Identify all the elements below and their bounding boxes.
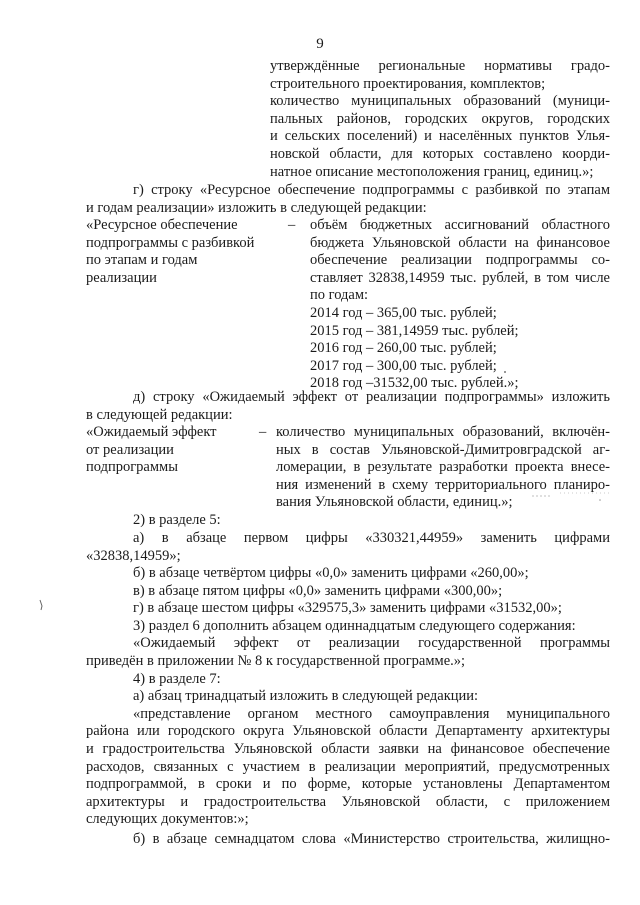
text-line: натное описание местоположения границ, единиц.»; [270, 163, 594, 180]
text-line: района или городского округа Ульяновской области Департаменту архитектуры [86, 723, 610, 740]
section5-item-a [133, 530, 610, 548]
value-line: ломерации, в результате разработки проекта внесе- [276, 459, 610, 476]
value-line: 2016 год – 260,00 тыс. рублей; [310, 340, 497, 357]
text-line: расходов, связанных с участием в реализации мероприятий, предусмотренных [86, 758, 610, 775]
value-line: бюджета Ульяновской области на финансовое [310, 234, 610, 251]
word: цифрами [554, 530, 610, 546]
word: абзаце [186, 530, 227, 546]
effect-dash: – [259, 424, 267, 440]
section6-heading: 3) раздел 6 дополнить абзацем одиннадцатым следующего содержания: [133, 617, 576, 634]
resource-dash: – [288, 217, 296, 233]
text-line: архитектуры и градостроительства Ульяновской области, с приложением [86, 793, 610, 810]
label-line: по этапам и годам [86, 252, 198, 269]
word: цифры [305, 530, 348, 546]
word: первом [243, 530, 289, 546]
item-g-line-2: и годам реализации» изложить в следующей редакции: [86, 199, 427, 216]
value-line: ставляет 32838,14959 тыс. рублей, в том числе [310, 269, 610, 286]
text-line: и сельских поселений) и населённых пунктов Улья- [270, 128, 610, 145]
resource-value [310, 217, 610, 393]
section7-quote-body [86, 723, 610, 829]
label-line: «Ресурсное обеспечение [86, 217, 238, 233]
word: заменить [480, 530, 537, 546]
value-line: обеспечение реализации подпрограммы со- [310, 252, 610, 269]
word: а) [133, 530, 145, 546]
label-line: подпрограммы с разбивкой [86, 234, 255, 251]
item-d-line-2: в следующей редакции: [86, 406, 233, 423]
section7-quote-1: «представление органом местного самоуправления муниципального [133, 705, 610, 722]
value-line: ных в состав Ульяновской-Димитровградской аг- [276, 441, 610, 458]
text-line: и градостроительства Ульяновской области заявки на финансовое обеспечение [86, 740, 610, 757]
text-line: следующих документов:»; [86, 811, 249, 828]
item-g-line-1: г) строку «Ресурсное обеспечение подпрограммы с разбивкой по этапам [133, 182, 610, 198]
value-line: по годам: [310, 287, 369, 304]
page-number: 9 [316, 36, 324, 52]
word: «330321,44959» [365, 530, 464, 546]
resource-label [86, 217, 276, 287]
value-line: ния изменений в схему территориального планиро- [276, 476, 610, 493]
text-line: утверждённые региональные нормативы градо- [270, 58, 610, 74]
text-line: строительного проектирования, комплектов; [270, 75, 546, 92]
section5-item-b: б) в абзаце четвёртом цифры «0,0» заменить цифрами «260,00»; [133, 565, 529, 581]
section7-item-a: а) абзац тринадцатый изложить в следующей редакции: [133, 688, 479, 705]
top-block [270, 58, 610, 181]
label-line: подпрограммы [86, 459, 178, 476]
value-line: 2014 год – 365,00 тыс. рублей; [310, 304, 497, 321]
text-line: подпрограммой, в сроки и по форме, которые установлены Департаментом [86, 776, 610, 793]
value-line: количество муниципальных образований, включён- [276, 424, 610, 440]
section5-item-a-cont: «32838,14959»; [86, 547, 181, 564]
section6-quote-2: приведён в приложении № 8 к государственной программе.»; [86, 653, 466, 669]
value-line: 2015 год – 381,14959 тыс. рублей; [310, 322, 519, 339]
item-d-line-1: д) строку «Ожидаемый эффект от реализации подпрограммы» изложить [133, 389, 610, 405]
value-line: 2017 год – 300,00 тыс. рублей; [310, 357, 497, 374]
effect-value [276, 424, 610, 512]
section7-heading: 4) в разделе 7: [133, 670, 221, 687]
section5-heading: 2) в разделе 5: [133, 512, 221, 528]
section5-item-v: в) в абзаце пятом цифры «0,0» заменить цифрами «300,00»; [133, 582, 503, 599]
label-line: от реализации [86, 441, 174, 458]
section5-item-g: г) в абзаце шестом цифры «329575,3» заменить цифрами «31532,00»; [133, 600, 562, 617]
word: в [161, 530, 169, 546]
value-line: вания Ульяновской области, единиц.»; [276, 494, 513, 511]
label-line: «Ожидаемый эффект [86, 424, 217, 440]
section7-item-b: б) в абзаце семнадцатом слова «Министерство строительства, жилищно- [133, 831, 610, 847]
text-line: новской области, для которых составлено коорди- [270, 145, 610, 162]
text-line: пальных районов, городских округов, городских [270, 110, 610, 127]
value-line: объём бюджетных ассигнований областного [310, 217, 610, 233]
label-line: реализации [86, 269, 157, 286]
value-line: 2018 год –31532,00 тыс. рублей.»; [310, 375, 519, 392]
section6-quote-1: «Ожидаемый эффект от реализации государственной программы [133, 635, 610, 652]
text-line: количество муниципальных образований (муници- [270, 93, 610, 110]
effect-label [86, 424, 266, 477]
